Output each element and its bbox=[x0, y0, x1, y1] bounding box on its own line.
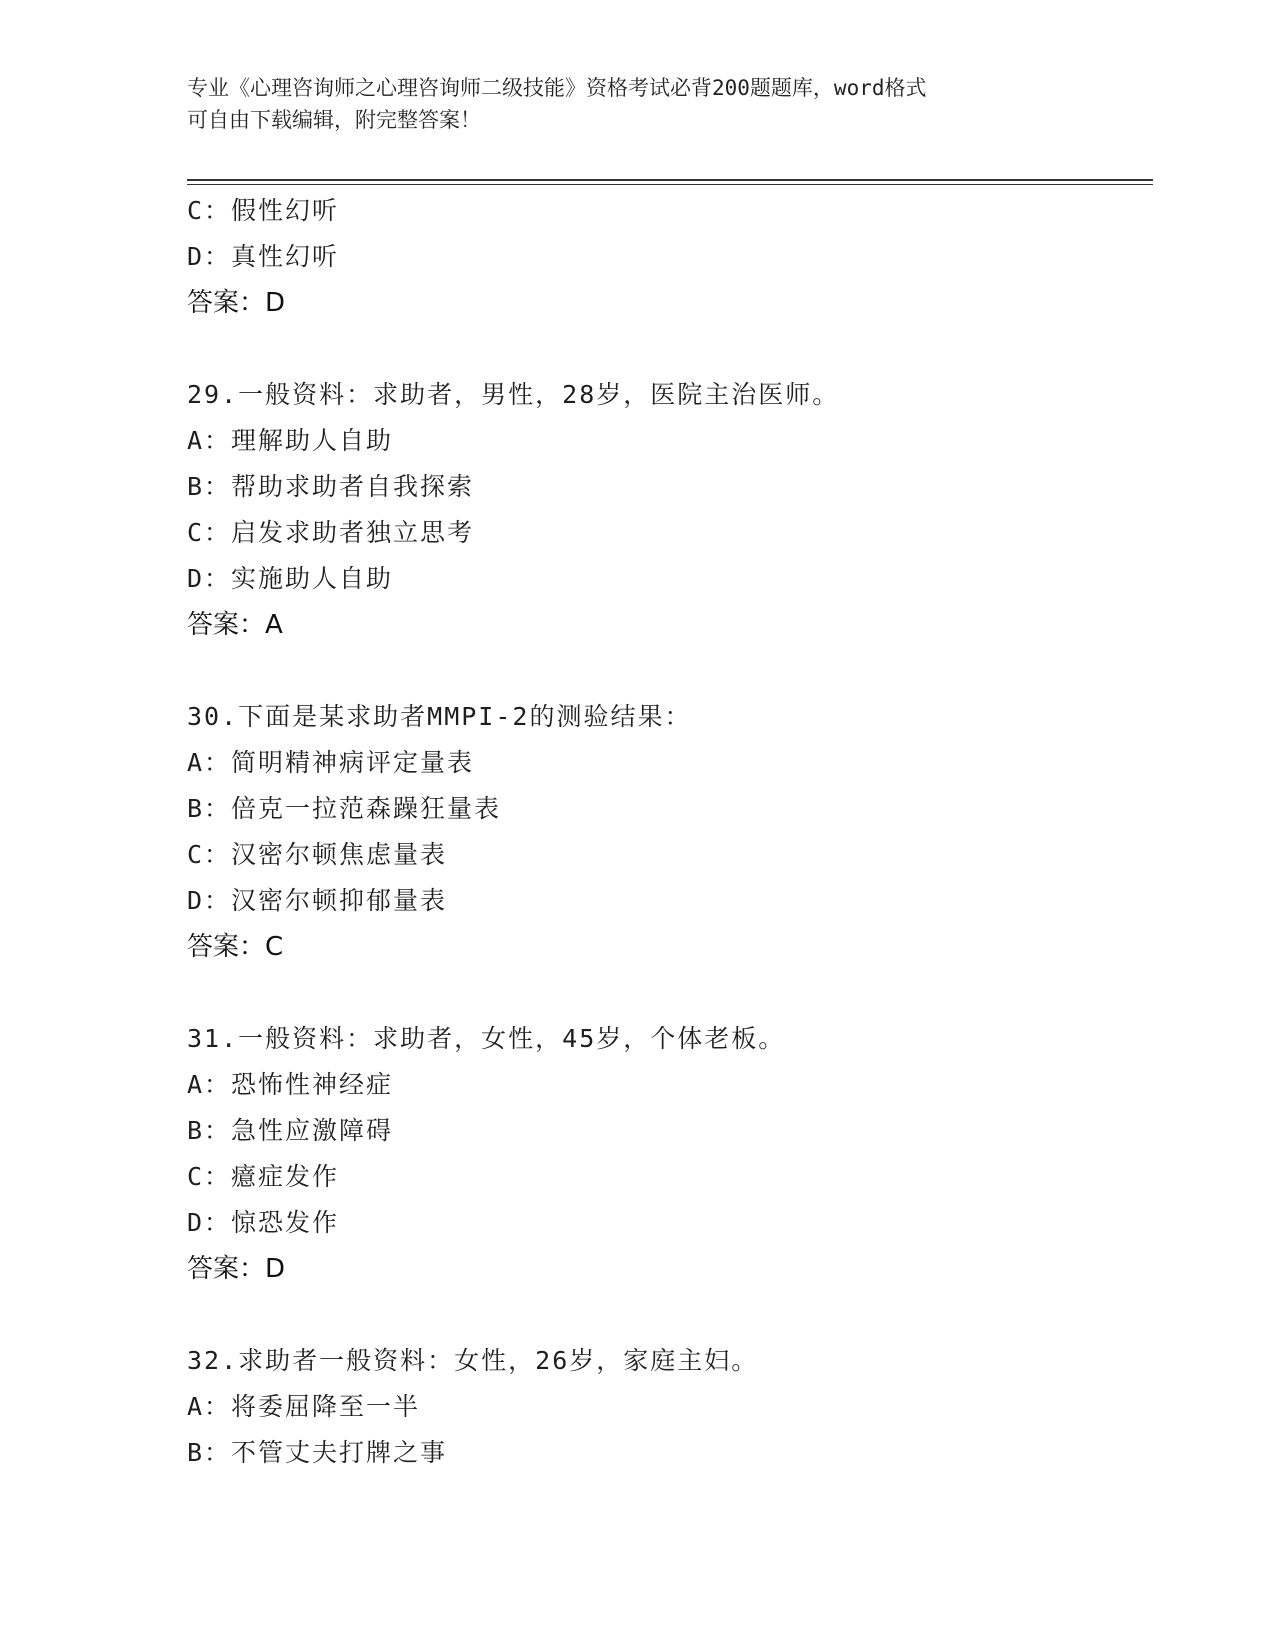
option-b: B：急性应激障碍 bbox=[187, 1116, 394, 1145]
question-32 bbox=[187, 1338, 1153, 1476]
question-28-continued bbox=[187, 188, 1153, 326]
answer-label: 答案：C bbox=[187, 932, 284, 962]
question-stem: 29.一般资料：求助者，男性，28岁，医院主治医师。 bbox=[187, 380, 840, 409]
header-title-line-2: 可自由下载编辑，附完整答案！ bbox=[187, 108, 481, 132]
question-spacer bbox=[187, 1292, 1153, 1338]
option-d: D：实施助人自助 bbox=[187, 564, 394, 593]
option-d: D：汉密尔顿抑郁量表 bbox=[187, 886, 448, 915]
question-stem: 32.求助者一般资料：女性，26岁，家庭主妇。 bbox=[187, 1346, 759, 1375]
option-a: A：将委屈降至一半 bbox=[187, 1392, 421, 1421]
page-header bbox=[187, 72, 1087, 136]
option-c: C：汉密尔顿焦虑量表 bbox=[187, 840, 448, 869]
option-b: B：倍克一拉范森躁狂量表 bbox=[187, 794, 502, 823]
question-stem: 30.下面是某求助者MMPI-2的测验结果： bbox=[187, 702, 692, 731]
question-30 bbox=[187, 694, 1153, 970]
option-a: A：简明精神病评定量表 bbox=[187, 748, 475, 777]
question-stem: 31.一般资料：求助者，女性，45岁，个体老板。 bbox=[187, 1024, 786, 1053]
question-29 bbox=[187, 372, 1153, 648]
question-spacer bbox=[187, 648, 1153, 694]
option-d: D：惊恐发作 bbox=[187, 1208, 340, 1237]
question-spacer bbox=[187, 970, 1153, 1016]
question-31 bbox=[187, 1016, 1153, 1292]
option-a: A：恐怖性神经症 bbox=[187, 1070, 394, 1099]
option-c: C：假性幻听 bbox=[187, 196, 340, 225]
answer-label: 答案：A bbox=[187, 610, 283, 640]
answer-label: 答案：D bbox=[187, 288, 286, 318]
option-b: B：帮助求助者自我探索 bbox=[187, 472, 475, 501]
question-spacer bbox=[187, 326, 1153, 372]
header-divider bbox=[187, 179, 1153, 185]
option-c: C：癔症发作 bbox=[187, 1162, 340, 1191]
header-title-line-1: 专业《心理咨询师之心理咨询师二级技能》资格考试必背200题题库，word格式 bbox=[187, 76, 927, 100]
question-list bbox=[187, 188, 1153, 1476]
option-b: B：不管丈夫打牌之事 bbox=[187, 1438, 448, 1467]
answer-label: 答案：D bbox=[187, 1254, 286, 1284]
option-a: A：理解助人自助 bbox=[187, 426, 394, 455]
option-d: D：真性幻听 bbox=[187, 242, 340, 271]
option-c: C：启发求助者独立思考 bbox=[187, 518, 475, 547]
